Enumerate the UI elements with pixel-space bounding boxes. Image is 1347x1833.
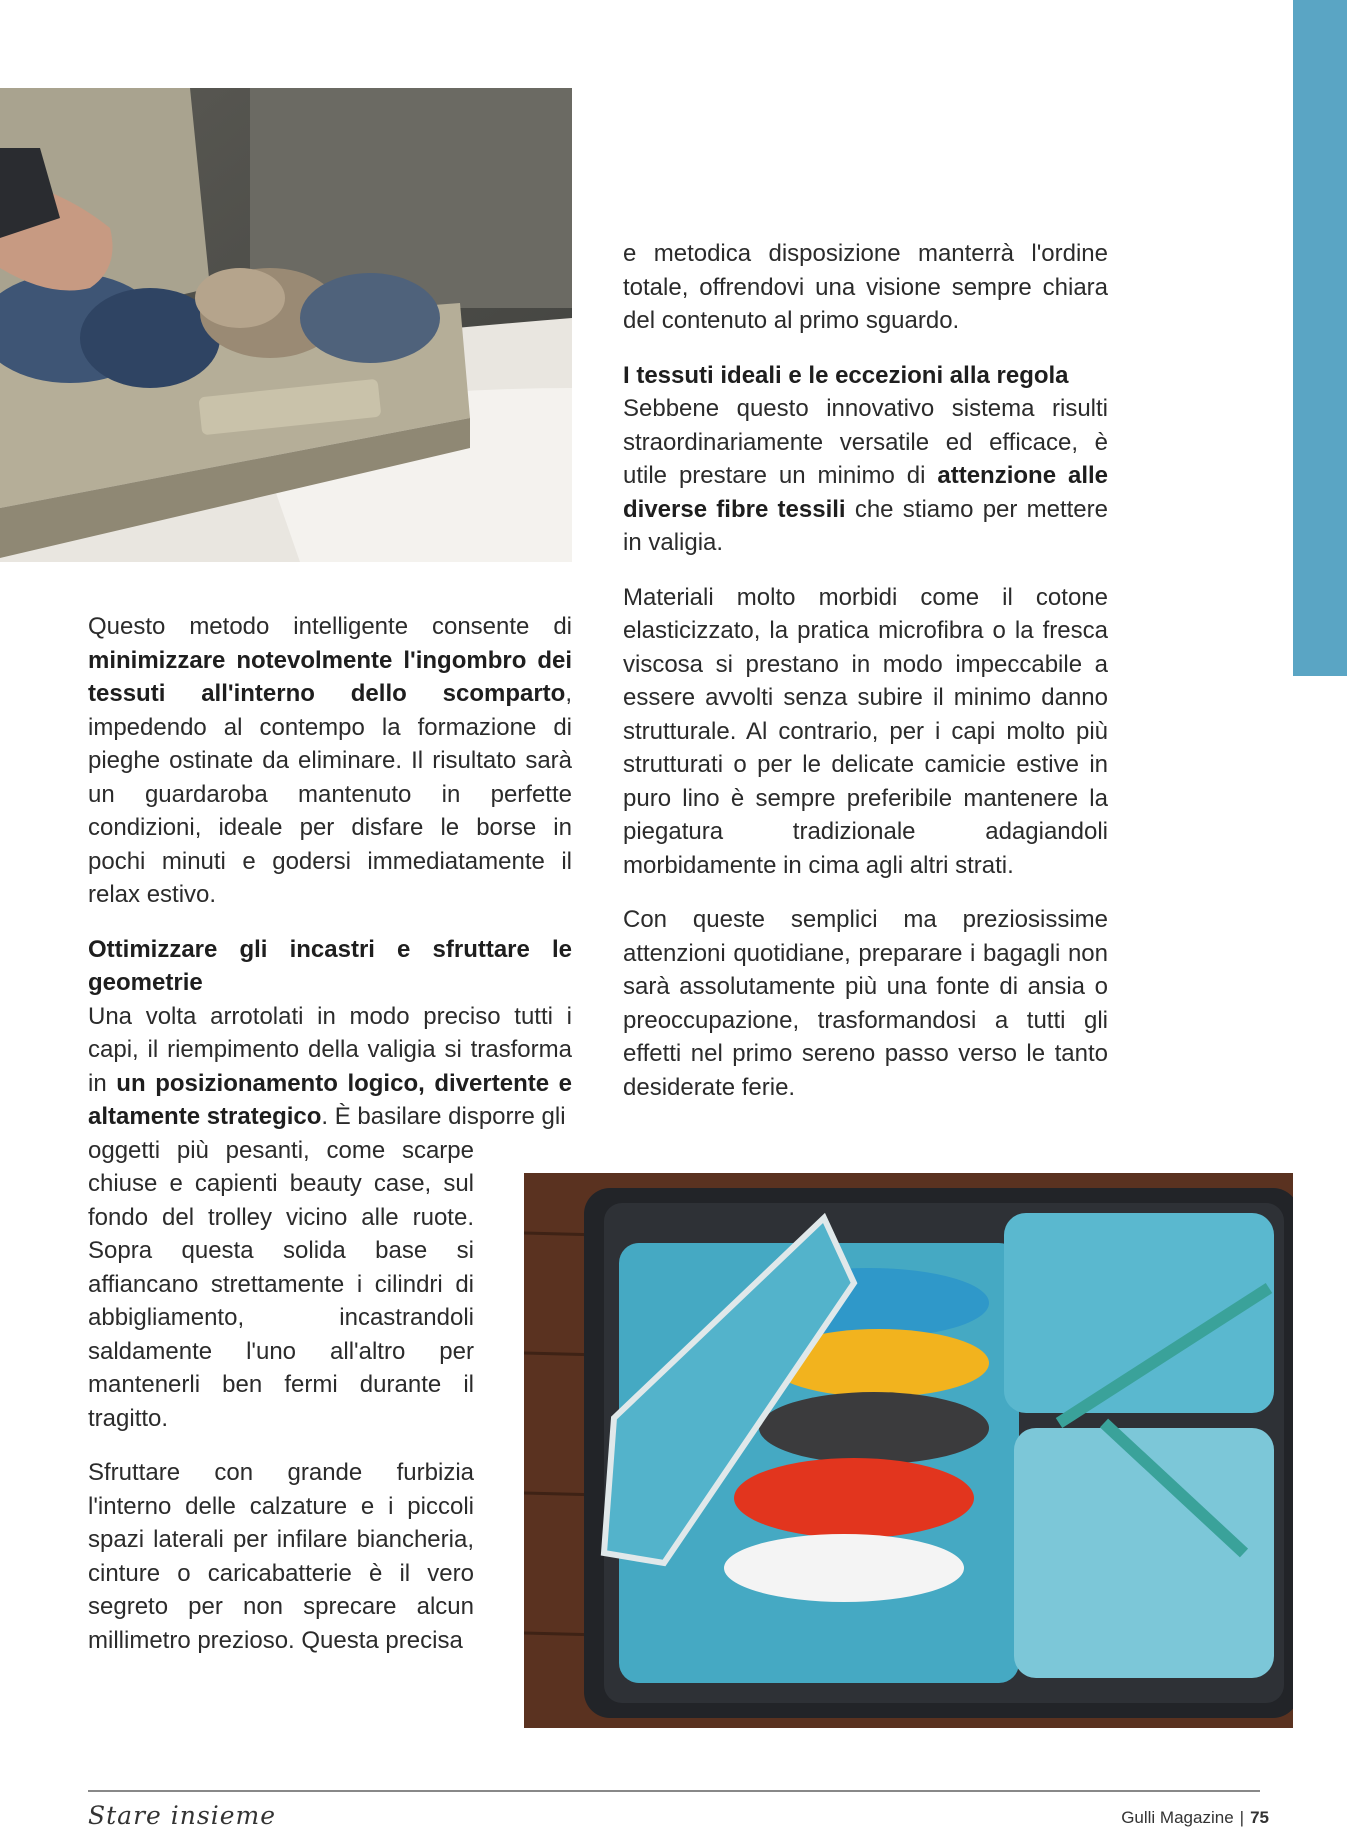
right-paragraph-3: Materiali molto morbidi come il cotone elasticizzato, la pratica microfibra o la fresca viscosa si prestano in modo impeccabile a essere avvolti senza subire il minimo danno strutturale. Al contrario, per i capi molto più strutturati o per le delicate camicie estive in puro lino è sempre preferibile mantenere la piegatura tradizionale adagiandoli morbidamente in cima agli altri strati.	[623, 583, 1108, 879]
footer-separator: |	[1239, 1808, 1245, 1827]
page-number: 75	[1250, 1808, 1269, 1827]
left-text-column	[88, 610, 572, 1657]
subheading-geometrie: Ottimizzare gli incastri e sfruttare le geometrie	[88, 935, 572, 996]
right-paragraph-1: e metodica disposizione manterrà l'ordine totale, offrendovi una visione sempre chiara del contenuto al primo sguardo.	[623, 240, 1108, 334]
subheading-tessuti: I tessuti ideali e le eccezioni alla regola	[623, 361, 1069, 389]
left-paragraph-2-continued: oggetti più pesanti, come scarpe chiuse e capienti beauty case, sul fondo del trolley vicino alle ruote. Sopra questa solida base si affiancano strettamente i cilindri di abbigliamento, incastrandoli saldamente l'uno all'altro per mantenerli ben fermi durante il tragitto.	[88, 1136, 474, 1432]
right-paragraph-4: Con queste semplici ma preziosissime attenzioni quotidiane, preparare i bagagli non sarà assolutamente più una fonte di ansia o preoccupazione, trasformandosi a tutti gli effetti nel primo sereno passo verso le tanto desiderate ferie.	[623, 906, 1108, 1101]
left-paragraph-3: Sfruttare con grande furbizia l'interno delle calzature e i piccoli spazi laterali per infilare biancheria, cinture o caricabatterie è il vero segreto per non sprecare alcun millimetro prezioso. Questa precisa	[88, 1459, 474, 1654]
magazine-name: Gulli Magazine	[1121, 1808, 1234, 1827]
left-paragraph-1: Questo metodo intelligente consente di minimizzare notevolmente l'ingombro dei tessuti all'interno dello scomparto, impedendo al contempo la formazione di pieghe ostinate da eliminare. Il risultato sarà un guardaroba mantenuto in perfette condizioni, ideale per disfare le borse in pochi minuti e godersi immediatamente il relax estivo.	[88, 613, 572, 908]
footer-rule	[88, 1790, 1260, 1792]
photo-packing-suitcase	[0, 88, 572, 562]
bold-phrase: minimizzare notevolmente l'ingombro dei tessuti all'interno dello scomparto	[88, 646, 572, 707]
section-color-tab	[1293, 0, 1347, 676]
photo-packing-cubes	[524, 1173, 1293, 1728]
bold-phrase: attenzione alle diverse fibre tessili	[623, 462, 1108, 523]
bold-phrase: un posizionamento logico, divertente e altamente strategico	[88, 1069, 573, 1130]
right-text-column	[623, 237, 1108, 1104]
footer-section-title: Stare insieme	[88, 1801, 276, 1830]
right-paragraph-2: Sebbene questo innovativo sistema risulti straordinariamente versatile ed efficace, è utile prestare un minimo di attenzione alle diverse fibre tessili che stiamo per mettere in valigia.	[623, 395, 1108, 556]
footer-page-info	[1121, 1808, 1269, 1828]
left-paragraph-2: Una volta arrotolati in modo preciso tutti i capi, il riempimento della valigia si trasforma in un posizionamento logico, divertente e altamente strategico. È basilare disporre gli	[88, 1002, 573, 1130]
